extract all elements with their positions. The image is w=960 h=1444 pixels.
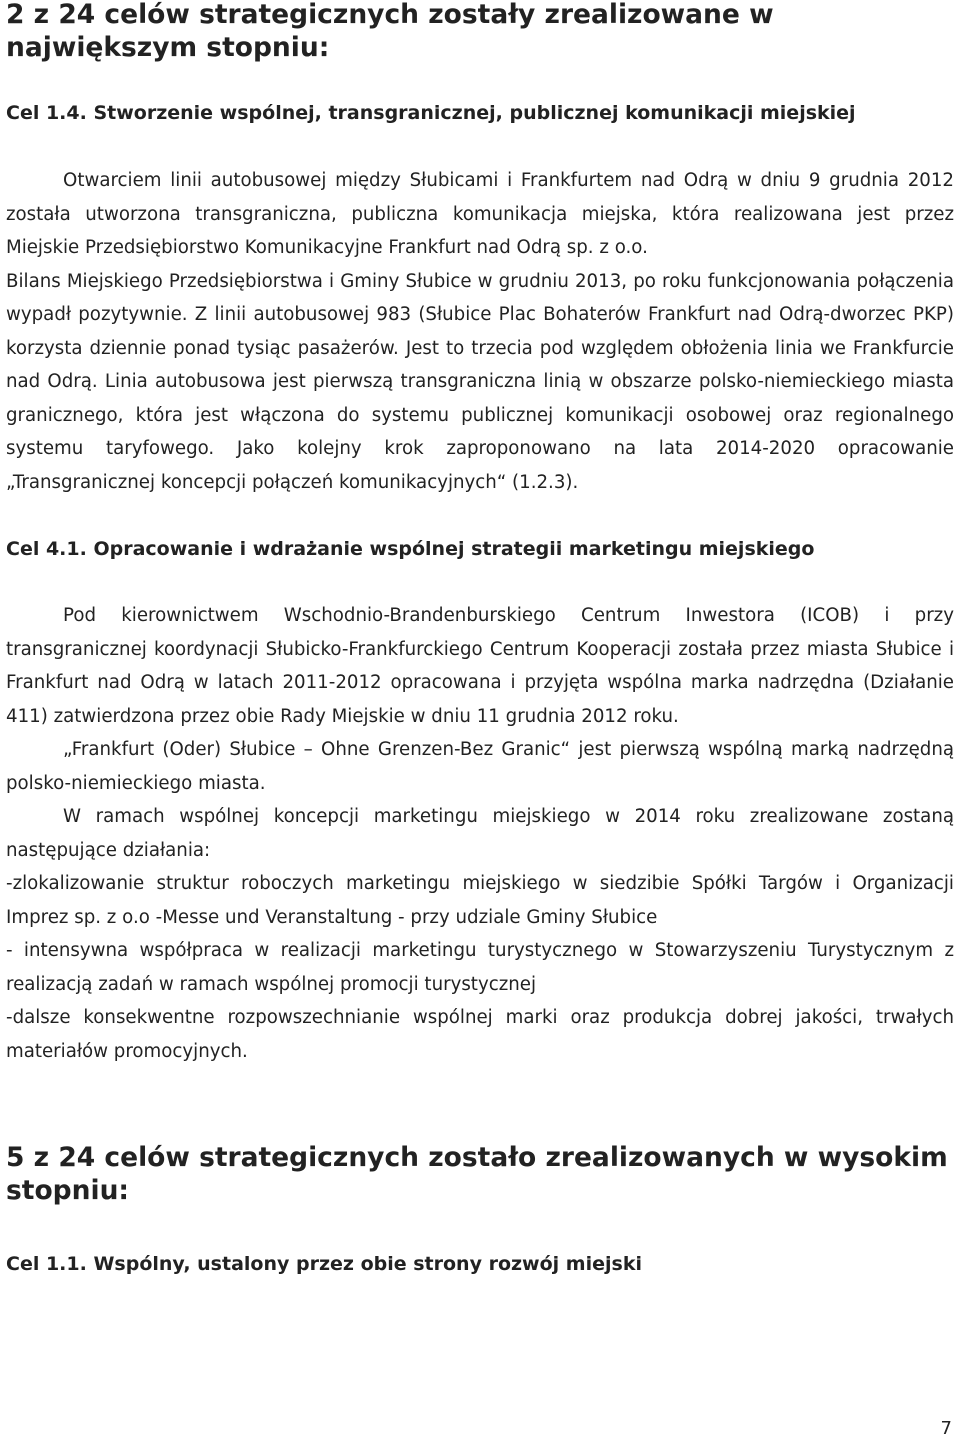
goal-1-4-title: Cel 1.4. Stworzenie wspólnej, transgranicznej, publicznej komunikacji miejskiej <box>6 102 856 124</box>
goal-1-4-paragraph-1: Otwarciem linii autobusowej między Słubicami i Frankfurtem nad Odrą w dniu 9 grudnia 2012 została utworzona transgraniczna, publiczna komunikacja miejska, która realizowana jest przez Miejskie Przedsiębiorstwo Komunikacyjne Frankfurt nad Odrą sp. z o.o. <box>6 170 954 258</box>
document-page <box>6 0 954 1281</box>
goal-4-1-paragraph-1: Pod kierownictwem Wschodnio-Brandenburskiego Centrum Inwestora (ICOB) i przy transgranicznej koordynacji Słubicko-Frankfurckiego Centrum Kooperacji została przez miasta Słubice i Frankfurt nad Odrą w latach 2011-2012 opracowana i przyjęta wspólna marka nadrzędna (Działanie 411) zatwierdzona przez obie Rady Miejskie w dniu 11 grudnia 2012 roku. <box>6 605 954 727</box>
goal-4-1-title: Cel 4.1. Opracowanie i wdrażanie wspólnej strategii marketingu miejskiego <box>6 538 815 560</box>
goal-4-1-bullet-1: -zlokalizowanie struktur roboczych marketingu miejskiego w siedzibie Spółki Targów i Organizacji Imprez sp. z o.o -Messe und Veranstaltung - przy udziale Gminy Słubice <box>6 873 954 928</box>
section-heading-high: 5 z 24 celów strategicznych zostało zrealizowanych w wysokim stopniu: <box>6 1142 948 1206</box>
goal-4-1-bullet-3: -dalsze konsekwentne rozpowszechnianie wspólnej marki oraz produkcja dobrej jakości, trwałych materiałów promocyjnych. <box>6 1007 954 1062</box>
goal-4-1-bullet-2: - intensywna współpraca w realizacji marketingu turystycznego w Stowarzyszeniu Turystycznym z realizacją zadań w ramach wspólnej promocji turystycznej <box>6 940 954 995</box>
goal-4-1-paragraph-2: „Frankfurt (Oder) Słubice – Ohne Grenzen-Bez Granic“ jest pierwszą wspólną marką nadrzędną polsko-niemieckiego miasta. <box>6 739 954 794</box>
goal-4-1-paragraph-3: W ramach wspólnej koncepcji marketingu miejskiego w 2014 roku zrealizowane zostaną następujące działania: <box>6 806 954 861</box>
goal-1-4-paragraph-2: Bilans Miejskiego Przedsiębiorstwa i Gminy Słubice w grudniu 2013, po roku funkcjonowania połączenia wypadł pozytywnie. Z linii autobusowej 983 (Słubice Plac Bohaterów Frankfurt nad Odrą-dworzec PKP) korzysta dziennie ponad tysiąc pasażerów. Jest to trzecia pod względem obłożenia linia we Frankfurcie nad Odrą. Linia autobusowa jest pierwszą transgraniczna linią w obszarze polsko-niemieckiego miasta granicznego, która jest włączona do systemu publicznej komunikacji osobowej oraz regionalnego systemu taryfowego. Jako kolejny krok zaproponowano na lata 2014-2020 opracowanie „Transgranicznej koncepcji połączeń komunikacyjnych“ (1.2.3). <box>6 270 954 493</box>
section-heading-highest: 2 z 24 celów strategicznych zostały zrealizowane w największym stopniu: <box>6 0 774 63</box>
page-number: 7 <box>940 1418 952 1439</box>
goal-1-1-title: Cel 1.1. Wspólny, ustalony przez obie strony rozwój miejski <box>6 1253 642 1275</box>
